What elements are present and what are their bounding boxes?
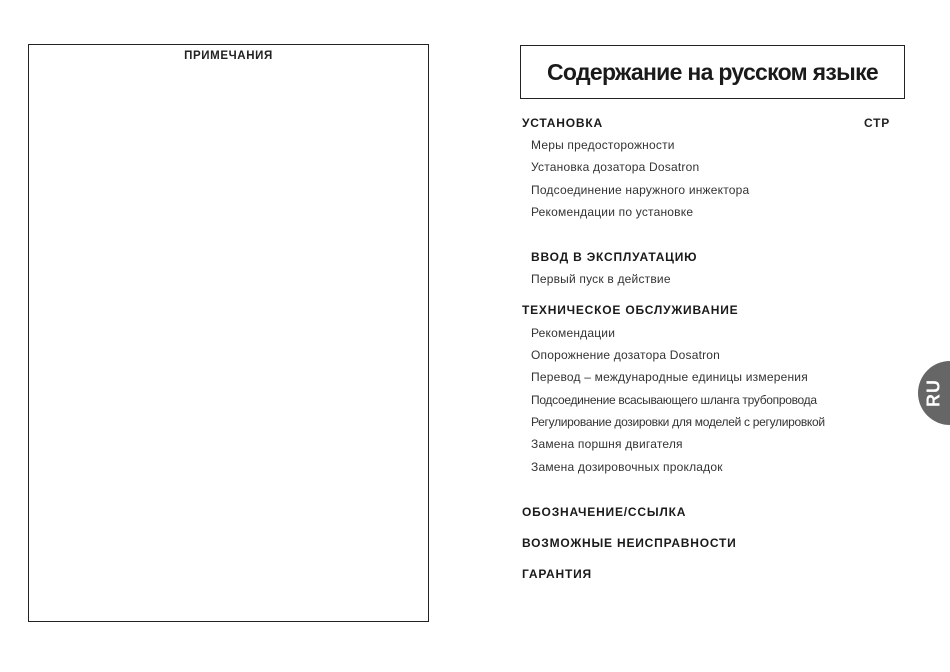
- contents-title: Содержание на русском языке: [547, 58, 878, 85]
- page-column-header: СТР: [864, 116, 891, 130]
- toc-item-precautions: Меры предосторожности: [531, 138, 675, 152]
- toc-heading-installation: УСТАНОВКА: [522, 116, 603, 130]
- toc-item-dosatron-installation: Установка дозатора Dosatron: [531, 160, 700, 174]
- notes-panel: [28, 44, 429, 622]
- toc-heading-warranty: ГАРАНТИЯ: [522, 567, 592, 581]
- toc-item-piston-replacement: Замена поршня двигателя: [531, 437, 683, 451]
- contents-title-box: [520, 45, 905, 99]
- toc-item-unit-conversion: Перевод – международные единицы измерения: [531, 370, 808, 384]
- toc-item-suction-hose: Подсоединение всасывающего шланга трубопровода: [531, 393, 817, 407]
- language-tab-label: RU: [923, 379, 944, 407]
- toc-heading-designation: ОБОЗНАЧЕНИЕ/ССЫЛКА: [522, 505, 687, 519]
- toc-heading-maintenance: ТЕХНИЧЕСКОЕ ОБСЛУЖИВАНИЕ: [522, 303, 739, 317]
- toc-heading-commissioning: ВВОД В ЭКСПЛУАТАЦИЮ: [531, 250, 698, 264]
- toc-item-recommendations: Рекомендации: [531, 326, 616, 340]
- toc-item-draining: Опорожнение дозатора Dosatron: [531, 348, 721, 362]
- toc-item-seals-replacement: Замена дозировочных прокладок: [531, 460, 723, 474]
- toc-heading-troubleshooting: ВОЗМОЖНЫЕ НЕИСПРАВНОСТИ: [522, 536, 737, 550]
- toc-item-installation-recommendations: Рекомендации по установке: [531, 205, 694, 219]
- toc-item-first-start: Первый пуск в действие: [531, 272, 671, 286]
- toc-item-dosage-adjustment: Регулирование дозировки для моделей с регулировкой: [531, 415, 825, 429]
- toc-item-external-injector: Подсоединение наружного инжектора: [531, 183, 750, 197]
- notes-title: ПРИМЕЧАНИЯ: [184, 50, 273, 62]
